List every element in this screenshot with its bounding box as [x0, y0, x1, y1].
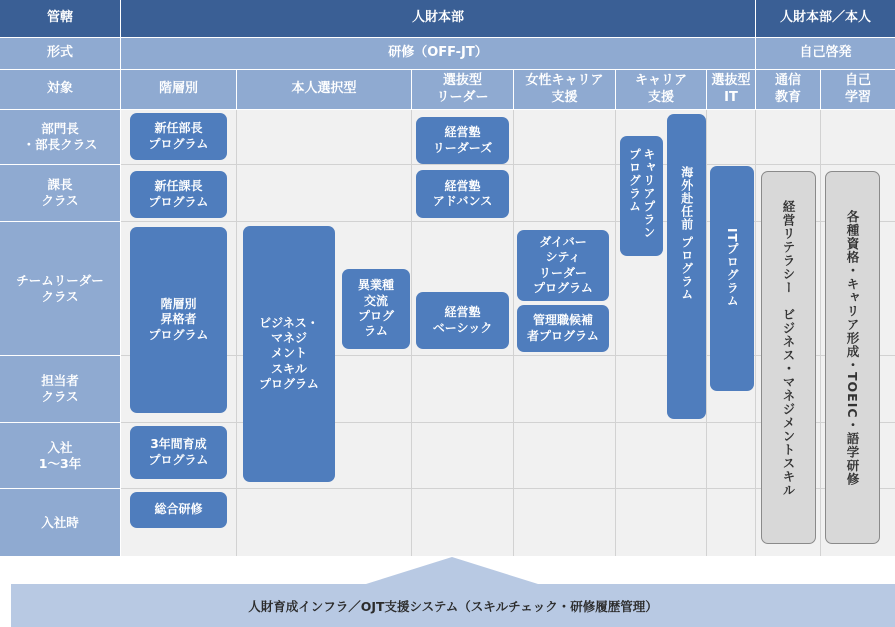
column-jiko-gakushu: 自己 学習: [821, 70, 895, 109]
row-team-leader: チームリーダー クラス: [0, 222, 120, 355]
program-business-management-skill: ビジネス・ マネジ メント スキル プログラム: [243, 226, 335, 482]
program-correspondence-text: 経営リテラシー ビジネス・マネジメントスキル: [781, 200, 796, 497]
footer-infrastructure: 人財育成インフラ／OJT支援システム（スキルチェック・研修履歴管理）: [11, 584, 895, 627]
header-kenshu: 研修（OFF-JT）: [121, 38, 755, 69]
column-tsushin: 通信 教育: [756, 70, 820, 109]
program-management-candidate: 管理職候補 者プログラム: [517, 305, 609, 352]
column-senbatsu-leader: 選抜型 リーダー: [412, 70, 513, 109]
header-keishiki: 形式: [0, 38, 120, 69]
column-josei-career: 女性キャリア 支援: [514, 70, 615, 109]
program-self-study-text: 各種資格・キャリア形成・TOEIC・語学研修: [845, 210, 860, 487]
column-kaisobetsu: 階層別: [121, 70, 236, 109]
program-overseas-assignment-text: 海外赴任前 プログラム: [679, 166, 694, 302]
column-honnin-sentaku: 本人選択型: [237, 70, 411, 109]
program-new-dept-head: 新任部長 プログラム: [130, 113, 227, 160]
row-nyusha-1-3: 入社 1～3年: [0, 423, 120, 488]
row-tantosha: 担当者 クラス: [0, 356, 120, 422]
row-nyushaji: 入社時: [0, 489, 120, 556]
header-jinzai-honbu: 人財本部: [121, 0, 755, 37]
program-new-section-chief: 新任課長 プログラム: [130, 171, 227, 218]
row-kacho: 課長 クラス: [0, 165, 120, 221]
program-three-year: 3年間育成 プログラム: [130, 426, 227, 479]
program-career-plan-text: キャリアプラン プログラム: [627, 148, 656, 239]
column-career-shien: キャリア 支援: [616, 70, 706, 109]
program-general: 総合研修: [130, 492, 227, 528]
program-cross-industry: 異業種 交流 プログ ラム: [342, 269, 410, 349]
program-diversity-leader: ダイバー シティ リーダー プログラム: [517, 230, 609, 301]
column-senbatsu-it: 選抜型 IT: [707, 70, 755, 109]
header-jinzai-honnin: 人財本部／本人: [756, 0, 895, 37]
program-keieijuku-advance: 経営塾 アドバンス: [416, 170, 509, 218]
program-keieijuku-basic: 経営塾 ベーシック: [416, 292, 509, 349]
row-bumoncho: 部門長 ・部長クラス: [0, 110, 120, 164]
header-kankatsu: 管轄: [0, 0, 120, 37]
program-keieijuku-leaders: 経営塾 リーダーズ: [416, 117, 509, 164]
program-it-text: ITプログラム: [725, 228, 740, 308]
program-promotion: 階層別 昇格者 プログラム: [130, 227, 227, 413]
header-jiko-keihatsu: 自己啓発: [756, 38, 895, 69]
header-taisho: 対象: [0, 70, 120, 109]
